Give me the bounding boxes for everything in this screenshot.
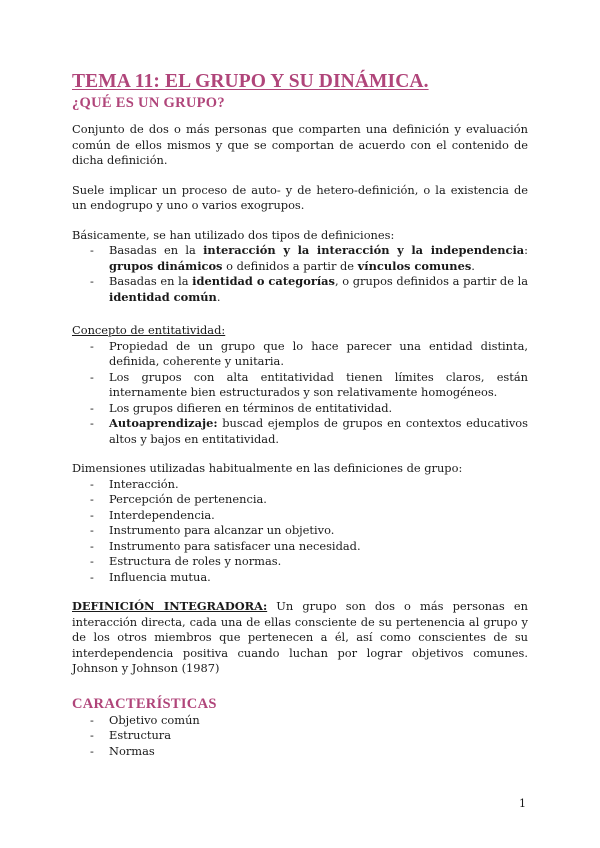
bold-text: interacción y la interacción y la independencia xyxy=(203,243,525,257)
list-item-text: Objetivo común xyxy=(109,712,200,727)
dash-bullet: - xyxy=(90,492,94,506)
list-item xyxy=(72,274,528,305)
text-run: . xyxy=(471,258,475,273)
list-item-text: Los grupos difieren en términos de entitatividad. xyxy=(109,400,393,415)
list-item-text: Percepción de pertenencia. xyxy=(109,492,267,506)
dash-bullet: - xyxy=(90,507,94,522)
list-item xyxy=(72,539,528,555)
list-item-text: Interacción. xyxy=(109,476,179,491)
list-item xyxy=(72,744,528,760)
list-item xyxy=(72,713,528,729)
list-item xyxy=(72,243,528,274)
dash-bullet: - xyxy=(90,569,94,584)
dash-bullet: - xyxy=(90,476,94,491)
list-item xyxy=(72,401,528,417)
text-run: o definidos a partir de xyxy=(222,258,358,273)
list-item xyxy=(72,554,528,570)
dash-bullet: - xyxy=(90,274,94,288)
paragraph-definition: Conjunto de dos o más personas que comparten una definición y evaluación común de ellos mismos y que se comportan de acuerdo con el contenido de dicha definición. xyxy=(72,122,528,167)
list-item-text: Influencia mutua. xyxy=(109,569,211,584)
list-item xyxy=(72,570,528,586)
bold-underlined-label: DEFINICIÓN INTEGRADORA: xyxy=(72,599,268,613)
text-run: , o grupos definidos a partir de la xyxy=(334,274,528,288)
dash-bullet: - xyxy=(90,400,94,415)
text-run: : xyxy=(524,243,528,257)
list-item-text: buscad ejemplos de grupos en contextos educativos altos y bajos en entitatividad. xyxy=(109,416,528,446)
list-item xyxy=(72,492,528,508)
list-item-text: Instrumento para satisfacer una necesidad. xyxy=(109,538,361,553)
paragraph-text: Un grupo son dos o más personas en interacción directa, cada una de ellas consciente de su pertenencia al grupo y de los otros miembros que pertenecen a él, así como conscientes de su interdependencia positiva cuando luchan por lograr objetivos comunes. Johnson y Johnson (1987) xyxy=(72,599,528,675)
paragraph-auto-hetero: Suele implicar un proceso de auto- y de hetero-definición, o la existencia de un endogrupo y uno o varios exogrupos. xyxy=(72,182,528,212)
dash-bullet: - xyxy=(90,243,94,257)
dash-bullet: - xyxy=(90,538,94,553)
page-number: 1 xyxy=(519,797,526,810)
dash-bullet: - xyxy=(90,712,94,727)
text-run: Basadas en la xyxy=(109,243,204,257)
document-page xyxy=(72,70,528,759)
dash-bullet: - xyxy=(90,743,94,758)
list-item-text: Normas xyxy=(109,743,155,758)
section-heading-caracteristicas: CARACTERÍSTICAS xyxy=(72,695,217,712)
dash-bullet: - xyxy=(90,369,94,384)
list-item-text: Instrumento para alcanzar un objetivo. xyxy=(109,523,335,537)
dash-bullet: - xyxy=(90,338,94,353)
dimensiones-intro: Dimensiones utilizadas habitualmente en las definiciones de grupo: xyxy=(72,461,463,475)
list-item xyxy=(72,523,528,539)
list-item-text: Los grupos con alta entitatividad tienen límites claros, están internamente bien estructurados y son relativamente homogéneos. xyxy=(109,369,528,399)
list-item-text: Estructura xyxy=(109,728,172,742)
list-item-text: Estructura de roles y normas. xyxy=(109,554,282,568)
dash-bullet: - xyxy=(90,554,94,568)
list-item xyxy=(72,477,528,493)
definicion-integradora xyxy=(72,599,528,677)
definition-types-list xyxy=(72,243,528,305)
entitatividad-list xyxy=(72,339,528,448)
text-run: . xyxy=(216,289,221,304)
bold-text: Autoaprendizaje: xyxy=(109,416,218,430)
bold-text: grupos dinámicos xyxy=(109,258,223,273)
bold-text: identidad común xyxy=(109,289,217,304)
caracteristicas-list xyxy=(72,713,528,760)
list-item xyxy=(72,508,528,524)
list-item-text: Propiedad de un grupo que lo hace parecer una entidad distinta, definida, coherente y unitaria. xyxy=(109,338,528,368)
list-item-text: Interdependencia. xyxy=(109,507,215,522)
page-title: TEMA 11: EL GRUPO Y SU DINÁMICA. xyxy=(72,71,429,92)
list-item xyxy=(72,370,528,401)
bold-text: vínculos comunes xyxy=(357,258,472,273)
dimensiones-list xyxy=(72,477,528,586)
list-item xyxy=(72,728,528,744)
text-run: Basadas en la xyxy=(109,274,193,288)
list-item xyxy=(72,339,528,370)
paragraph-two-types: Básicamente, se han utilizado dos tipos de definiciones: xyxy=(72,227,395,242)
dash-bullet: - xyxy=(90,416,94,430)
dash-bullet: - xyxy=(90,523,94,537)
bold-text: identidad o categorías xyxy=(192,274,335,288)
section-heading-que-es-un-grupo: ¿QUÉ ES UN GRUPO? xyxy=(72,95,225,111)
entitatividad-heading: Concepto de entitatividad: xyxy=(72,323,226,337)
list-item xyxy=(72,416,528,447)
dash-bullet: - xyxy=(90,728,94,742)
